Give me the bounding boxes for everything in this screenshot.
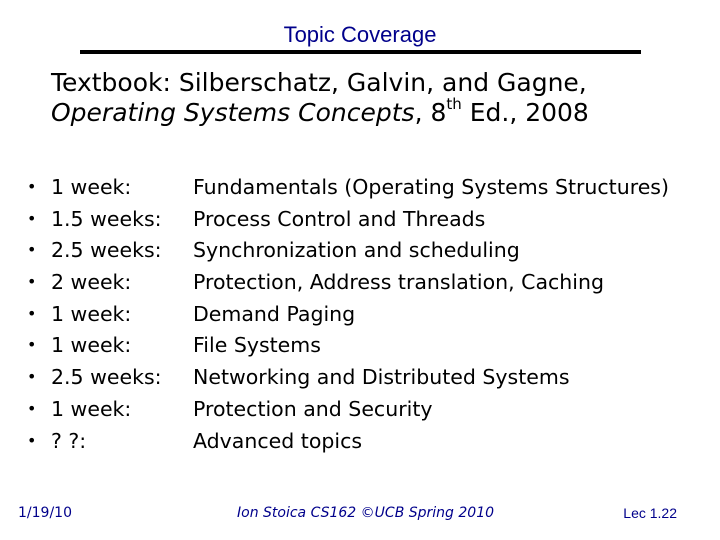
list-item [27, 301, 707, 333]
list-item [27, 396, 707, 428]
footer-date: 1/19/10 [18, 505, 72, 521]
slide-title: Topic Coverage [283, 22, 437, 47]
bullet-icon: • [27, 430, 37, 450]
book-title: Operating Systems Concepts [51, 98, 415, 127]
bullet-icon: • [27, 398, 37, 418]
slide-number: Lec 1.22 [623, 505, 677, 521]
topic-name: Protection and Security [193, 396, 433, 421]
topic-name: Fundamentals (Operating Systems Structures) [193, 175, 669, 199]
textbook-line-1: Textbook: Silberschatz, Galvin, and Gagne, [51, 68, 587, 97]
topic-duration: 2.5 weeks: [51, 238, 162, 263]
list-item [27, 206, 707, 238]
bullet-icon: • [27, 208, 37, 228]
topic-duration: 2.5 weeks: [51, 365, 162, 390]
bullet-icon: • [27, 303, 37, 323]
list-item [27, 332, 707, 364]
edition-separator: , 8 [414, 98, 447, 127]
bullet-icon: • [27, 240, 37, 260]
edition-superscript: th [446, 94, 462, 113]
textbook-citation [51, 68, 589, 128]
topic-name: Process Control and Threads [193, 206, 486, 231]
topic-list [27, 174, 707, 459]
topic-name: Advanced topics [193, 428, 363, 453]
bullet-icon: • [27, 177, 37, 196]
list-item [27, 237, 707, 269]
title-divider [80, 50, 641, 54]
list-item [27, 174, 707, 206]
list-item [27, 364, 707, 396]
bullet-icon: • [27, 335, 37, 355]
topic-name: Synchronization and scheduling [193, 238, 520, 263]
topic-duration: 2 week: [51, 270, 132, 295]
topic-name: File Systems [193, 333, 321, 358]
list-item [27, 428, 707, 460]
topic-duration: 1 week: [51, 301, 132, 326]
topic-duration: 1 week: [51, 396, 132, 421]
topic-name: Networking and Distributed Systems [193, 365, 570, 390]
list-item [27, 269, 707, 301]
footer-course-credit: Ion Stoica CS162 ©UCB Spring 2010 [237, 505, 495, 521]
textbook-line-2 [51, 94, 589, 128]
topic-duration: 1.5 weeks: [51, 206, 162, 231]
bullet-icon: • [27, 367, 37, 387]
bullet-icon: • [27, 272, 37, 292]
topic-duration: 1 week: [51, 333, 132, 358]
topic-duration: ? ?: [51, 428, 87, 453]
topic-name: Protection, Address translation, Caching [193, 270, 605, 295]
topic-duration: 1 week: [51, 175, 132, 199]
topic-name: Demand Paging [193, 301, 356, 326]
edition-year: Ed., 2008 [461, 98, 589, 127]
